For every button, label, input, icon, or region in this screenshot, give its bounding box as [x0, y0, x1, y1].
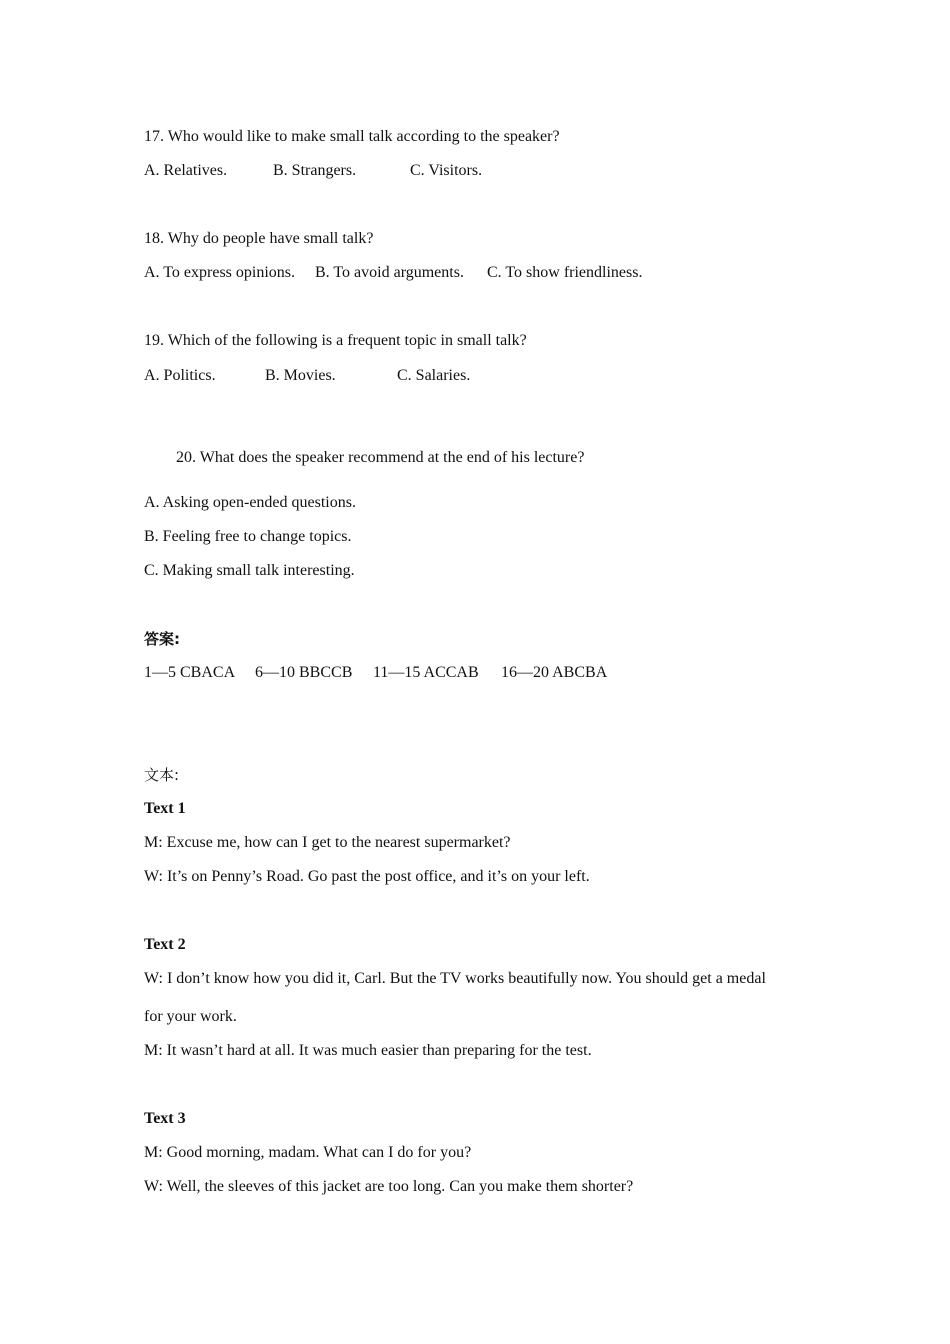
answer-group: 11—15 ACCAB [373, 664, 479, 681]
option-a: A. Politics. [144, 367, 216, 384]
question-20-option-c: C. Making small talk interesting. [144, 562, 355, 579]
transcript-label: 文本: [144, 766, 180, 784]
option-a: A. Relatives. [144, 162, 228, 179]
answer-group: 6—10 BBCCB [255, 664, 353, 681]
answer-group: 16—20 ABCBA [501, 664, 608, 681]
dialogue-line: for your work. [144, 1008, 237, 1025]
dialogue-line: W: Well, the sleeves of this jacket are too long. Can you make them shorter? [144, 1178, 634, 1195]
dialogue-line: M: Excuse me, how can I get to the nearest supermarket? [144, 834, 511, 851]
dialogue-line: M: It wasn’t hard at all. It was much easier than preparing for the test. [144, 1042, 592, 1059]
option-b: B. Movies. [265, 367, 336, 384]
option-a: A. To express opinions. [144, 264, 296, 281]
option-c: C. To show friendliness. [487, 264, 643, 281]
option-b: B. To avoid arguments. [315, 264, 464, 281]
dialogue-line: W: It’s on Penny’s Road. Go past the post office, and it’s on your left. [144, 868, 590, 885]
answers-label: 答案: [144, 630, 180, 648]
option-b: B. Strangers. [273, 162, 357, 179]
question-20-option-b: B. Feeling free to change topics. [144, 528, 352, 545]
option-c: C. Salaries. [397, 367, 471, 384]
question-19: 19. Which of the following is a frequent topic in small talk? [144, 332, 527, 349]
option-c: C. Visitors. [410, 162, 483, 179]
question-20-option-a: A. Asking open-ended questions. [144, 494, 356, 511]
question-20: 20. What does the speaker recommend at the end of his lecture? [176, 449, 585, 466]
text-1-title: Text 1 [144, 800, 186, 817]
dialogue-line: M: Good morning, madam. What can I do for you? [144, 1144, 472, 1161]
text-3-title: Text 3 [144, 1110, 186, 1127]
question-17: 17. Who would like to make small talk according to the speaker? [144, 128, 560, 145]
dialogue-line: W: I don’t know how you did it, Carl. But the TV works beautifully now. You should get a medal [144, 970, 766, 987]
document-page [144, 0, 824, 1344]
question-18: 18. Why do people have small talk? [144, 230, 374, 247]
answer-group: 1—5 CBACA [144, 664, 236, 681]
text-2-title: Text 2 [144, 936, 186, 953]
